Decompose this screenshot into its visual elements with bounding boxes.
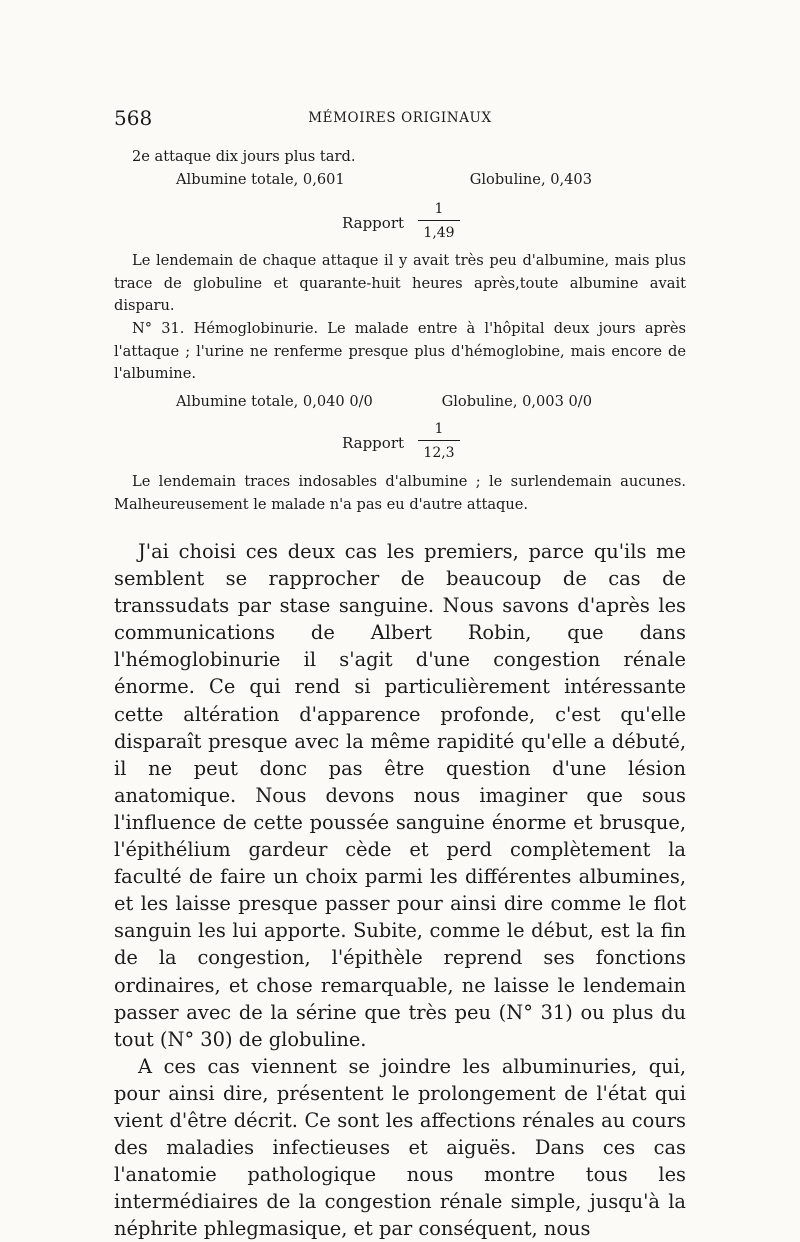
case-31-intro: N° 31. Hémoglobinurie. Le malade entre à l'hôpital deux jours après l'attaque ; l'urine ne renferme presque plus d'hémoglobine, mais encore de l'albumine. [114,320,686,382]
globulin-value: Globuline, 0,403 [469,170,592,188]
body-paragraph-1: J'ai choisi ces deux cas les premiers, parce qu'ils me semblent se rapprocher de beaucoup de cas de transsudats par stase sanguine. Nous savons d'après les communications de Albert Robin, que dans l'hémoglobinurie il s'agit d'une congestion rénale énorme. Ce qui rend si particulièrement intéressante cette altération d'apparence profonde, c'est qu'elle disparaît presque avec la même rapidité qu'elle a débuté, il ne peut donc pas être question d'une lésion anatomique. Nous devons nous imaginer que sous l'influence de cette poussée sanguine énorme et brusque, l'épithélium gardeur cède et perd complètement la faculté de faire un choix parmi les différentes albumines, et les laisse presque passer pour ainsi dire comme le flot sanguin les lui apporte. Subite, comme le début, est la fin de la congestion, l'épithèle reprend ses fonctions ordinaires, et chose remarquable, ne laisse le lendemain passer avec de la sérine que très peu (N° 31) ou plus du tout (N° 30) de globuline. [114,540,686,1051]
ratio-label: Rapport [342,434,405,452]
ratio-denominator: 12,3 [423,445,455,461]
page-number: 568 [114,106,153,130]
albumin-value: Albumine totale, 0,601 [176,170,345,188]
globulin-value: Globuline, 0,003 0/0 [441,393,592,410]
ratio-fraction [418,200,460,242]
case-second-attack-note-block [114,250,686,318]
running-title: MÉMOIRES ORIGINAUX [308,110,492,126]
ratio-denominator: 1,49 [423,225,455,241]
case-31-note: Le lendemain traces indosables d'albumine ; le surlendemain aucunes. Malheureusement le malade n'a pas eu d'autre attaque. [114,473,686,513]
case-second-attack-note: Le lendemain de chaque attaque il y avait très peu d'albumine, mais plus trace de globuline et quarante-huit heures après,toute albumine avait disparu. [114,252,686,314]
case-second-attack-intro: 2e attaque dix jours plus tard. [132,148,356,165]
body-text [114,538,686,1242]
measurement-row [114,169,686,192]
measurement-row [114,391,686,414]
ratio-case-31 [0,420,800,470]
ratio-fraction [418,420,460,462]
case-31-measurements [114,391,686,414]
ratio-numerator: 1 [434,201,444,217]
ratio-second-attack [0,200,800,250]
body-paragraph-2: A ces cas viennent se joindre les albuminuries, qui, pour ainsi dire, présentent le prolongement de l'état qui vient d'être décrit. Ce sont les affections rénales au cours des maladies infectieuses et aiguës. Dans ces cas l'anatomie pathologique nous montre tous les intermédiaires de la congestion rénale simple, jusqu'à la néphrite phlegmasique, et par conséquent, nous [114,1054,686,1241]
fraction-bar [418,220,460,221]
case-second-attack [114,146,686,192]
ratio-label: Rapport [342,214,405,232]
case-31-note-block [114,471,686,516]
case-31 [114,318,686,386]
running-header [114,106,686,132]
fraction-bar [418,440,460,441]
albumin-value: Albumine totale, 0,040 0/0 [176,393,373,410]
ratio-numerator: 1 [434,421,444,437]
